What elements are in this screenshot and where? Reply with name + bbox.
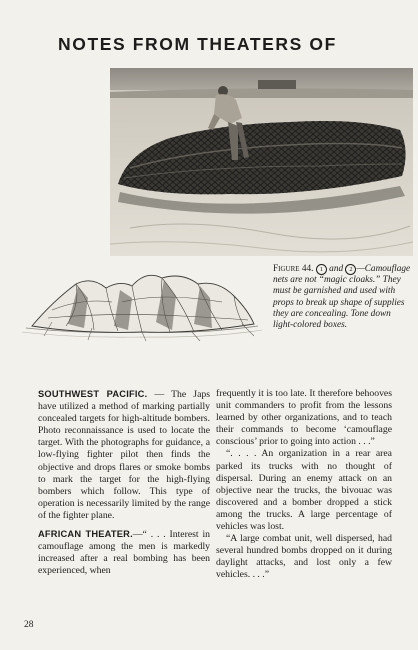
southwest-pacific-paragraph	[38, 388, 210, 522]
southwest-pacific-text: — The Japs have utilized a method of marking partially concealed targets for high-altitude bombers. Photo reconnaissance is used to locate the target. With the photographs for guidance, a low-flying fighter pilot then finds the objective and drops flares or smoke bombs to mark the target for the high-flying bombers which follow. This type of operation is necessarily limited by the range of the fighter plane.	[38, 389, 210, 521]
page-number: 28	[24, 620, 34, 630]
right-column	[216, 388, 392, 582]
camouflage-net-sketch	[22, 262, 262, 342]
african-theater-paragraph	[38, 528, 210, 577]
caption-text: —Camouflage nets are not “magic cloaks.” They must be garnished and used with props to break up shape of supplies they are concealing. Tone down light-colored boxes.	[273, 264, 411, 331]
african-theater-text: —“ . . . Interest in camouflage among the men is markedly increased after a real bombing has been experienced, when	[38, 529, 210, 577]
left-column	[38, 388, 210, 577]
figure-number: Figure 44.	[273, 264, 314, 274]
photo-illustration	[110, 68, 413, 256]
section-heading-african-theater: AFRICAN THEATER.	[38, 529, 133, 540]
page-title: NOTES FROM THEATERS OF	[58, 34, 337, 54]
figure-marker-2: 2	[345, 264, 356, 275]
right-paragraph-2: “. . . . An organization in a rear area parked its trucks with no thought of dispersal. During an enemy attack on an objective near the trucks, the bivouac was discovered and a bomber dropped a stick among the trucks. A large percentage of vehicles was lost.	[216, 448, 392, 533]
camouflage-net-photo	[110, 68, 413, 256]
right-paragraph-3: “A large combat unit, well dispersed, had several hundred bombs dropped on it during daylight attacks, and lost only a few vehicles. . . .”	[216, 533, 392, 581]
figure-marker-1: 1	[316, 264, 327, 275]
caption-and: and	[329, 264, 344, 274]
right-paragraph-1: frequently it is too late. It therefore behooves unit commanders to profit from the lessons learned by other organizations, and to teach their commands to become ‘camouflage conscious’ prior to going into action . . .”	[216, 388, 392, 448]
figure-caption	[273, 264, 413, 331]
section-heading-southwest-pacific: SOUTHWEST PACIFIC.	[38, 389, 148, 399]
